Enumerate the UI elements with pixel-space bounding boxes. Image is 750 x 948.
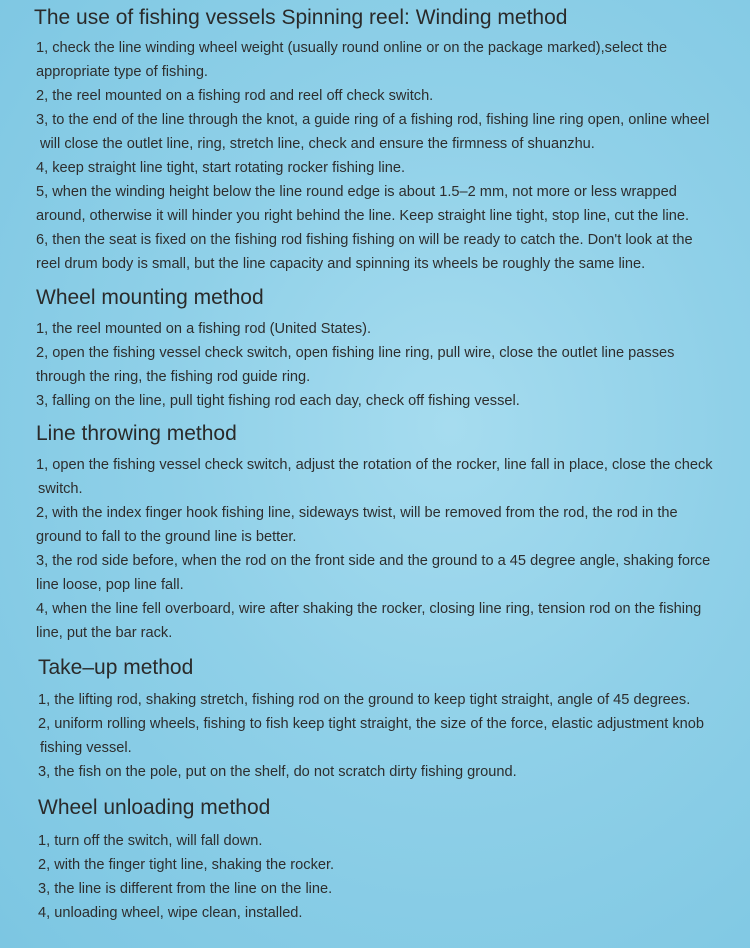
text-line: 1, turn off the switch, will fall down. bbox=[38, 833, 263, 849]
paragraph bbox=[36, 317, 371, 341]
paragraph bbox=[36, 228, 693, 276]
paragraph bbox=[36, 84, 433, 108]
text-line: 1, the reel mounted on a fishing rod (United States). bbox=[36, 321, 372, 337]
paragraph bbox=[38, 901, 302, 925]
text-line: 3, the line is different from the line on the line. bbox=[38, 881, 333, 897]
paragraph bbox=[38, 712, 704, 760]
paragraph bbox=[38, 760, 517, 784]
text-line: through the ring, the fishing rod guide ring. bbox=[36, 369, 311, 385]
text-line: 3, falling on the line, pull tight fishing rod each day, check off fishing vessel. bbox=[36, 393, 520, 409]
text-line: 3, to the end of the line through the knot, a guide ring of a fishing rod, fishing line ring open, online wheel bbox=[36, 112, 710, 128]
paragraph bbox=[36, 549, 710, 597]
paragraph bbox=[36, 36, 667, 84]
paragraph bbox=[38, 688, 690, 712]
text-line: 2, the reel mounted on a fishing rod and reel off check switch. bbox=[36, 88, 434, 104]
paragraph bbox=[36, 108, 709, 156]
section-title: Wheel mounting method bbox=[36, 286, 264, 309]
text-line: 1, the lifting rod, shaking stretch, fishing rod on the ground to keep tight straight, angle of 45 degrees. bbox=[38, 692, 691, 708]
text-line: 4, when the line fell overboard, wire after shaking the rocker, closing line ring, tension rod on the fishing bbox=[36, 601, 702, 617]
text-line: appropriate type of fishing. bbox=[36, 64, 208, 80]
text-line: 4, unloading wheel, wipe clean, installed. bbox=[38, 905, 303, 921]
paragraph bbox=[36, 597, 701, 645]
text-line: 5, when the winding height below the line round edge is about 1.5–2 mm, not more or less wrapped bbox=[36, 184, 677, 200]
text-line: 3, the rod side before, when the rod on the front side and the ground to a 45 degree angle, shaking force bbox=[36, 553, 711, 569]
paragraph bbox=[36, 389, 520, 413]
paragraph bbox=[36, 180, 689, 228]
text-line: fishing vessel. bbox=[40, 740, 132, 756]
text-line: line loose, pop line fall. bbox=[36, 577, 184, 593]
text-line: switch. bbox=[38, 481, 83, 497]
section-title: Line throwing method bbox=[36, 422, 237, 445]
section-title: Wheel unloading method bbox=[38, 796, 271, 819]
text-line: 1, check the line winding wheel weight (usually round online or on the package marked),select the bbox=[36, 40, 668, 56]
paragraph bbox=[38, 829, 262, 853]
text-line: 2, with the index finger hook fishing line, sideways twist, will be removed from the rod, the rod in the bbox=[36, 505, 678, 521]
paragraph bbox=[36, 501, 678, 549]
text-line: 6, then the seat is fixed on the fishing rod fishing fishing on will be ready to catch the. Don't look at the bbox=[36, 232, 693, 248]
text-line: ground to fall to the ground line is better. bbox=[36, 529, 297, 545]
text-line: line, put the bar rack. bbox=[36, 625, 173, 641]
text-line: reel drum body is small, but the line capacity and spinning its wheels be roughly the same line. bbox=[36, 256, 646, 272]
paragraph bbox=[38, 877, 332, 901]
paragraph bbox=[36, 453, 713, 501]
text-line: 4, keep straight line tight, start rotating rocker fishing line. bbox=[36, 160, 406, 176]
paragraph bbox=[36, 341, 674, 389]
paragraph bbox=[36, 156, 405, 180]
text-line: around, otherwise it will hinder you right behind the line. Keep straight line tight, stop line, cut the line. bbox=[36, 208, 690, 224]
text-line: 2, open the fishing vessel check switch, open fishing line ring, pull wire, close the outlet line passes bbox=[36, 345, 675, 361]
text-line: 2, with the finger tight line, shaking the rocker. bbox=[38, 857, 335, 873]
paragraph bbox=[38, 853, 334, 877]
section-title: Take–up method bbox=[38, 656, 194, 679]
text-line: 2, uniform rolling wheels, fishing to fish keep tight straight, the size of the force, elastic adjustment knob bbox=[38, 716, 704, 732]
text-line: will close the outlet line, ring, stretch line, check and ensure the firmness of shuanzhu. bbox=[40, 136, 595, 152]
text-line: 1, open the fishing vessel check switch, adjust the rotation of the rocker, line fall in place, close the check bbox=[36, 457, 713, 473]
text-line: 3, the fish on the pole, put on the shelf, do not scratch dirty fishing ground. bbox=[38, 764, 517, 780]
section-title: The use of fishing vessels Spinning reel: Winding method bbox=[34, 6, 568, 29]
